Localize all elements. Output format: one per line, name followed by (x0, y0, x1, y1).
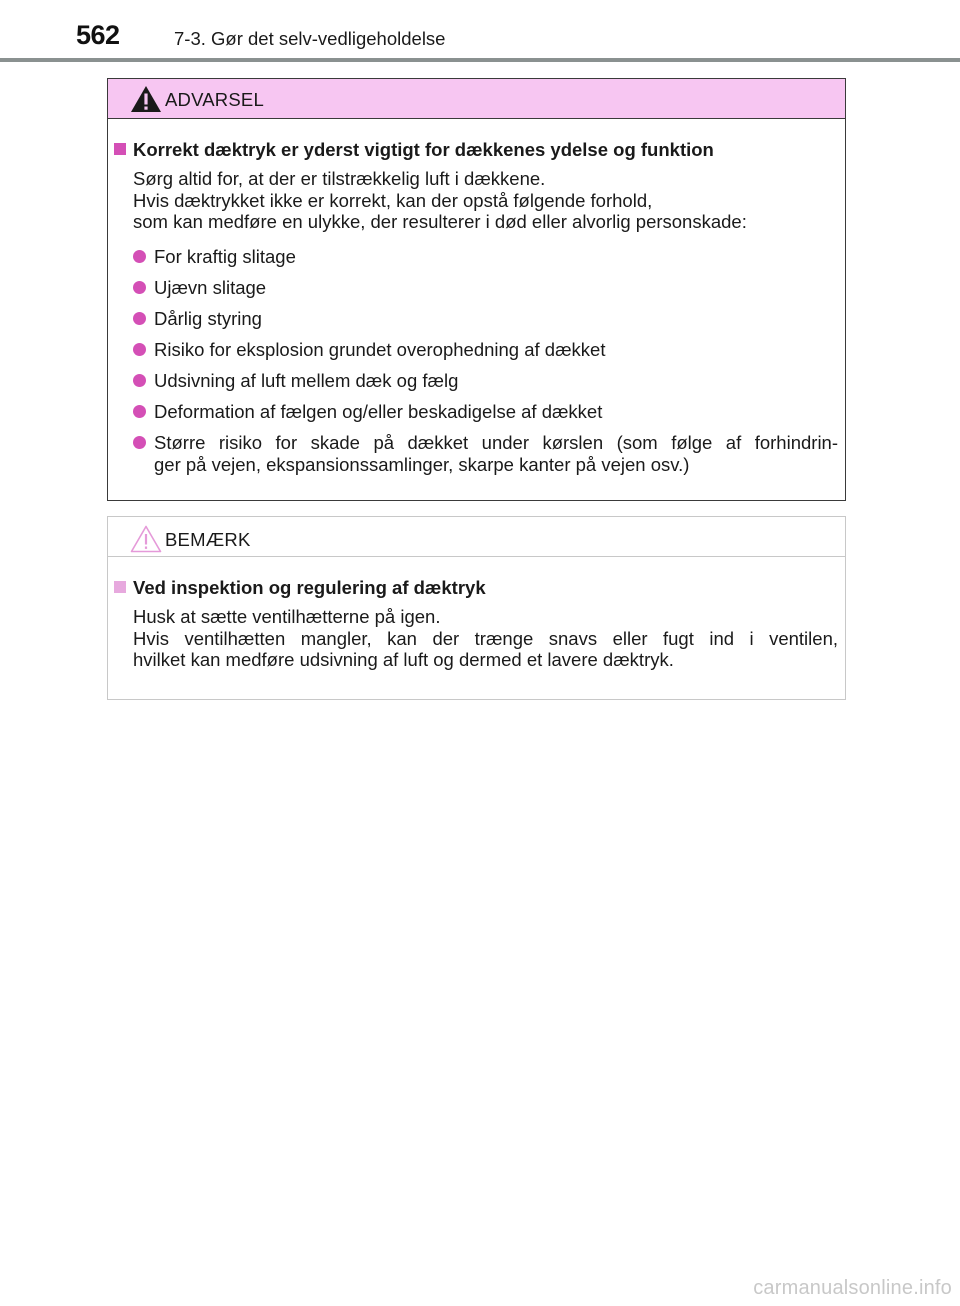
bullet-dot-icon (133, 436, 146, 449)
notice-paragraph (133, 606, 838, 671)
list-item-text: Ujævn slitage (154, 277, 267, 298)
header-rule (0, 58, 960, 62)
notice-line: hvilket kan medføre udsivning af luft og dermed et lavere dæktryk. (133, 649, 674, 670)
warning-topic-text: Korrekt dæktryk er yderst vigtigt for dækkenes ydelse og funktion (133, 139, 714, 160)
notice-topic-text: Ved inspektion og regulering af dæktryk (133, 577, 486, 598)
notice-label: BEMÆRK (165, 529, 251, 550)
list-item-text: For kraftig slitage (154, 246, 296, 267)
warning-box (107, 78, 846, 501)
square-bullet-icon (114, 581, 126, 593)
watermark: carmanualsonline.info (753, 1277, 952, 1299)
warning-intro-line: Hvis dæktrykket ikke er korrekt, kan der opstå følgende forhold, (133, 189, 653, 211)
section-title: 7-3. Gør det selv-vedligeholdelse (174, 28, 446, 49)
list-item-text: Deformation af fælgen og/eller beskadigelse af dækket (154, 401, 603, 422)
bullet-dot-icon (133, 312, 146, 325)
warning-label: ADVARSEL (165, 89, 264, 110)
list-item-text: ger på vejen, ekspansionssamlinger, skarpe kanter på vejen osv.) (154, 453, 690, 475)
notice-box (107, 516, 846, 700)
bullet-dot-icon (133, 250, 146, 263)
bullet-dot-icon (133, 343, 146, 356)
warning-intro-line: Sørg altid for, at der er tilstrækkelig luft i dækkene. (133, 168, 546, 189)
page-header (0, 0, 960, 64)
list-item-text: Risiko for eksplosion grundet overophedning af dækket (154, 339, 606, 360)
page-number: 562 (76, 20, 120, 50)
bullet-dot-icon (133, 405, 146, 418)
bullet-dot-icon (133, 281, 146, 294)
warning-intro-line: som kan medføre en ulykke, der resulterer i død eller alvorlig personskade: (133, 211, 747, 232)
warning-box-header (108, 79, 845, 119)
warning-topic (114, 139, 714, 161)
notice-box-header (108, 517, 845, 557)
list-item-text: Udsivning af luft mellem dæk og fælg (154, 370, 459, 391)
list-item-text: Større risiko for skade på dækket under kørslen (som følge af forhindrin- (154, 432, 838, 453)
notice-line: Hvis ventilhætten mangler, kan der trænge snavs eller fugt ind i ventilen, (133, 627, 838, 649)
warning-intro (133, 168, 838, 233)
notice-line: Husk at sætte ventilhætterne på igen. (133, 606, 441, 627)
notice-triangle-icon (130, 525, 162, 553)
bullet-dot-icon (133, 374, 146, 387)
square-bullet-icon (114, 143, 126, 155)
notice-topic (114, 577, 486, 599)
list-item-text: Dårlig styring (154, 308, 262, 329)
warning-triangle-icon (130, 85, 162, 113)
